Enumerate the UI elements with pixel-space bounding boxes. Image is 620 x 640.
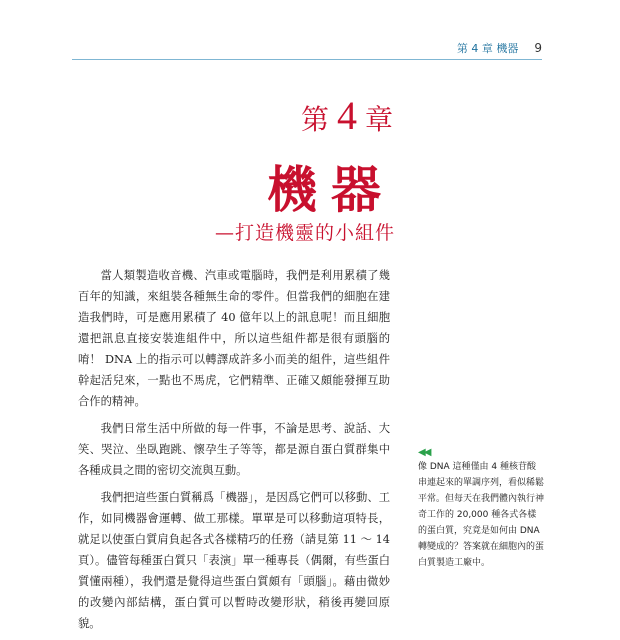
running-head-chapter: 第 4 章 機器 — [456, 42, 519, 55]
body-paragraph: 我們日常生活中所做的每一件事，不論是思考、說話、大笑、哭泣、坐臥跑跳、懷孕生子等等，都是源自蛋白質群集中各種成員之間的密切交流與互動。 — [78, 422, 390, 477]
chapter-number: 4 — [336, 93, 359, 138]
running-head — [72, 40, 542, 56]
page-number: 9 — [534, 41, 542, 55]
sidenote-text: 像 DNA 這種僅由 4 種核苷酸串連起來的單調序列，看似稀鬆平常。但每天在我們體內執行神奇工作的 20,000 種各式各樣的蛋白質，究竟是如何由 DNA 轉變成的？答案就在細胞內的蛋白質製造工廠中。 — [418, 462, 545, 568]
chapter-label-prefix: 第 — [300, 103, 331, 136]
body-text — [78, 265, 390, 640]
chapter-title: 機器 — [267, 161, 395, 219]
double-left-triangle-icon: ◀◀ — [418, 447, 430, 458]
header-rule — [72, 59, 542, 60]
sidenote — [418, 447, 544, 571]
chapter-subtitle: —打造機靈的小組件 — [214, 222, 395, 244]
body-paragraph: 我們把這些蛋白質稱爲「機器」，是因爲它們可以移動、工作，如同機器會運轉、做工那樣。單單是可以移動這項特長，就足以使蛋白質肩負起各式各樣精巧的任務（請見第 11 ～ 14 頁）。儘管每種蛋白質只「表演」單一種專長（偶爾，有些蛋白質懂兩種），我們還是覺得這些蛋白質頗有「頭腦」。藉由微妙的改變內部結構，蛋白質可以暫時改變形狀，稍後再變回原貌。 — [78, 491, 390, 630]
chapter-label-suffix: 章 — [364, 103, 395, 136]
body-paragraph: 當人類製造收音機、汽車或電腦時，我們是利用累積了幾百年的知識，來組裝各種無生命的零件。但當我們的細胞在建造我們時，可是應用累積了 40 億年以上的訊息呢！而且細胞還把訊息直接安裝進組件中，所以這些組件都是很有頭腦的唷！ DNA 上的指示可以轉譯成許多小而美的組件，這些組件幹起活兒來，一點也不馬虎，它們精準、正確又頗能發揮互助合作的精神。 — [78, 269, 390, 408]
chapter-label — [301, 92, 395, 139]
